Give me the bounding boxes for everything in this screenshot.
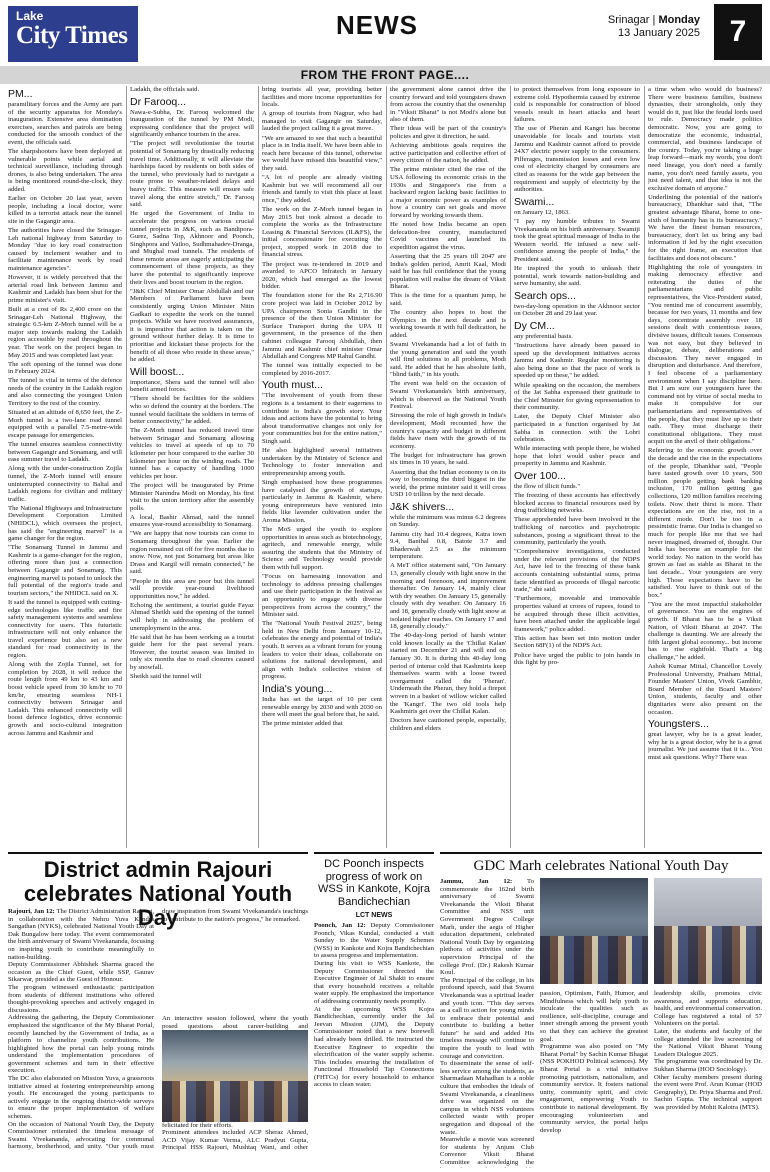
column-divider [510,86,511,848]
story-paragraph: The country also hopes to host the Olympics in the next decade and is working towards it with full dedication, he added. [390,309,506,339]
masthead [0,0,770,66]
bottom-stories [0,852,770,1172]
story-paragraph: On the occasion of National Youth Day, the Deputy Commissioner reiterated the timeless message of Swami Vivekananda, advocating for communal harmony, brotherhood, and unity. "Our youth must draw inspiration from Swami Vivekananda's teachings to contribute to the nation's progress," he remarked. [8,908,308,1151]
story-paragraph: The budget for infrastructure has grown six times in 10 years, he said. [390,451,506,467]
edition-info: Srinagar | Monday 13 January 2025 [607,14,700,39]
story-paragraph: The National Highways and Infrastructure Development Corporation Limited (NHIDCL), which oversees the project, has said the "engineering marvel" is a game changer for the region. [8,504,122,543]
story-paragraph: The programme was coordinated by Dr. Sukhan Sharma (HOD Sociology). [654,1058,762,1073]
story-paragraph: A local, Bashir Ahmad, said the tunnel ensures year-round accessibility to Sonamarg. [130,513,254,529]
photo-people [540,936,648,984]
story-text: To commemorate the 162nd birth anniversary of Swami Vivekananda the Viksit Bharat Committee and NSS unit Government Degree College Marh, under the aegis of Higher education department, celebrated National Youth Day by organizing plethora of activities under the supervision Principal of the college Prof. (Dr.) Rakesh Kumar Koul. [440,878,534,977]
story-slug-heading[interactable]: India's young... [262,682,333,695]
story-paragraph [440,878,534,977]
story-slug-heading[interactable]: Dy CM... [514,319,555,332]
story-paragraph: Other faculty members present during the event were Prof. Arun Kumar (HOD Geography), Dr. Priya Sharma and Prof. Sachin Gupta. The technical support was provided by Mohit Kalotra (MTS). [654,1073,762,1111]
story-paragraph: "The Sonamarg Tunnel in Jammu and Kashmir is a game-changer for the region, offering more than just a connection between Gagangir and Sonamarg. This engineering marvel is poised to unlock the full potential of the region's trade and tourism sectors," the NHIDCL said on X. [8,544,122,597]
section-banner: FROM THE FRONT PAGE.... [0,66,770,84]
story-poonch-body [314,922,434,1162]
story-paragraph: "You are the most impactful stakeholder of governance. You are the engines of growth. If Bharat has to be a Viksit Nation, of Viksit Bharat at 2047. The challenge is daunting. We are already the fifth largest global economy... but income has to rise eightfold. That's a big challenge," he added. [648,600,762,661]
story-paragraph: The prime minister added that [262,720,343,728]
news-photo[interactable] [654,878,762,984]
story-paragraph: Later, the students and faculty of the college attended the live screening of the National Viksit Bharat Young Leaders Dialogue 2025. [654,1027,762,1058]
story-paragraph: felicitated for their efforts. [162,1121,233,1129]
story-paragraph: The use of Pheran and Kangri has become unavoidable for locals and tourists visit Jammu and Kashmir cannot afford to provide 24X7 electric power supply to the consumers. Pilferages, transmission losses and even low cost of electricity charged by consumers are cited as reasons for the wide gap between the requirement and supply of electricity by the authorities. [514,125,640,194]
column-divider [258,86,259,848]
story-paragraph: "The involvement of youth from these regions is a testament to their eagerness to contribute to India's growth story. Your ideas and actions have the potential to bring about transformative changes not only for your communities but for the entire nation," Singh said. [262,392,382,446]
story-paragraph: Later, the Deputy Chief Minister also participated in a function organised by Jat Sabha in connection with the Lohri celebration. [514,413,640,444]
story-paragraph: Earlier on October 20 last year, seven people, including a local doctor, were killed in a terrorist attack near the tunnel site in the Gagangir area. [8,195,122,225]
story-paragraph: While interacting with people there, he wished hope that lohri would usher peace and prosperity in Jammu and Kashmir. [514,445,640,468]
story-paragraph: The "National Youth Festival 2025", being held in New Delhi from January 10-12, celebrates the energy and potential of India's youth. It serves as a vibrant forum for young leaders to voice their ideas, collaborate on solutions for national development, and align with India's collective vision of progress. [262,620,382,681]
story-poonch-dateline: Poonch, Jan 12: [314,922,366,929]
story-paragraph: Jammu city had 10.4 degrees, Katra town 9.4, Banihal 0.8, Batote 3.7 and Bhaderwah 2.5 as the minimum temperature. [390,530,506,561]
story-slug-heading[interactable]: PM... [8,88,33,100]
story-paragraph: "Focus on harnessing innovation and technology to address pressing challenges and use their participation in the festival as an opportunity to engage with diverse perspectives from across the country," the Minister said. [262,573,382,619]
story-gdc-dateline: Jammu, Jan 12: [440,878,513,885]
story-paragraph: Referring to the economic growth over the decade and the rise in the expectations of the people, Dhankhar said, "People have tasted growth over 10 years, 500 million people getting bank banking inclusion, 170 million getting gas collections, 120 million families receiving toilets. Now their thirst is more. Their expectations are on the rise, not in a different mode. Don't be too in a pessimistic frame. Our India is changed so much for people like me that we had never imagined, dreamed of, thought. Our India has become an example for the world today. No nation in the world has grown as fast as stable as Bharat in the last decade... Your youngsters are very high. Those expectations have to be satisfied. You have to think out of the box." [648,447,762,599]
story-paragraph: paramilitary forces and the Army are part of the security apparatus for Monday's inauguration. Extensive area domination exercises, searches and patrols are being conducted for the smooth conduct of the event, the officials said. [8,101,122,146]
story-paragraph: The program witnessed enthusiastic participation from students of different institutions who offered thought-provoking speeches and actively engaged in discussions. [8,983,154,1014]
story-paragraph [8,908,154,961]
story-paragraph: He said that he has been working as a tourist guide here for the past several years. However, the tourist season was limited to only six months due to road closures caused by snowfall. [130,633,254,672]
story-paragraph: Along with the Zojila Tunnel, set for completion by 2028, it will reduce the route length from 49 km to 43 km and boost vehicle speed from 30 km/hr to 70 km/hr, ensuring seamless NH-1 connectivity between Srinagar and Ladakh. This enhanced connectivity will boost defence logistics, drive economic growth and socio-cultural integration across Jammu and Kashmir and [8,661,122,737]
news-photo[interactable] [540,878,648,984]
story-paragraph: Doctors have cautioned people, especially, children and elders [390,717,506,732]
story-paragraph: While speaking on the occasion, the members of the Jat Sabha expressed their gratitude to the Chief Minister for giving representation to their community. [514,381,640,412]
story-paragraph: This is the time for a quantum jump, he said. [390,292,506,308]
section-title: NEWS [336,10,418,40]
story-slug-heading[interactable]: Swami... [514,195,555,208]
story-paragraph [314,922,434,960]
story-poonch-byline: LCT NEWS [355,912,393,919]
story-paragraph: Highlighting the role of youngsters in making democracy effective and reiterating the duties of the parliamentarians and public representatives, the Vice-President stated, "You remind me of concurrent assembly, because for two years, 11 months and few days, concentrate assembly over 18 sessions dealt with contentious issues, divisive issues, difficult issues. Consensus was not easy, but they believed in dialogue, debate, deliberations and discussion. They never engaged in disruption and disturbance. And therefore, I feel obscene of a parliamentary environment when I say discipline here. But I am sure our youngsters have the command not by virtue of social media to make it compulsive for our parliamentarians and representatives of the people, that they must live up to their oath. They must discharge their constitutional obligations. They must acquit on the anvil of their obligations." [648,263,762,446]
story-paragraph: Their ideas will be part of the country's policies and give it direction, he said. [390,125,506,141]
column-divider [644,86,645,848]
story-paragraph: The project was re-tendered in 2019 and awarded to APCO Infratech in January 2020, which had emerged as the lowest bidder. [262,260,382,291]
story-paragraph: The authorities have closed the Srinagar-Leh national highway from Saturday to Monday "due to key road construction caused by inclement weather and to facilitate maintenance work by road maintenance agencies". [8,227,122,272]
story-paragraph: A MeT office statement said, "On January 13, generally cloudy with light snow in the morning and forenoon, and improvement thereafter. On January 14, mainly clear with dry weather. On January 15, generally cloudy with dry weather. On January 16 and 18, generally cloudy with light snow at isolated higher reaches. On January 17 and 18, generally cloudy." [390,562,506,631]
story-paragraph: Ladakh, the officials said. [130,86,200,93]
story-paragraph: Stressing the role of high growth in India's development, Modi recounted how the country's capacity and budget in different fields have risen with the growth of its economy. [390,412,506,450]
story-paragraph: "A lot of people are already visiting Kashmir but we will recommend all our friends and family to visit this place at least once," they added. [262,174,382,204]
column-1 [8,86,122,848]
story-paragraph: To disseminate the sense of self-less service among the students, as Sharmadaan Mahadhan is a noble culture that embodies the ideals of Swami Vivekananda, a cleanliness drive was organized on the campus in which NSS volunteers collected waste with proper segregation and disposal of the waste. [440,1060,534,1136]
story-paragraph: The DC also elaborated on Mission Yuva, a grassroots initiative aimed at fostering entrepreneurship among youth. He encouraged the young participants to actively engage in the ongoing district-wide surveys to ensure the proper implementation of welfare schemes. [8,1075,154,1121]
story-paragraph: The prime minister cited the rise of the USA following its economic crisis in the 1930s and Singapore's rise from a backward region lacking basic facilities to a major economic power as examples of how a country can set goals and move forward by working towards them. [390,166,506,219]
story-poonch-headline[interactable]: DC Poonch inspects progress of work on WSS in Kankote, Kojra Bandichechian [314,852,434,908]
story-paragraph: any preferential basis. [514,332,573,340]
story-gdc-col-a [440,878,534,1168]
story-paragraph: Echoing the sentiment, a tourist guide Fayaz Ahmad Sheikh said the opening of the tunnel will help in addressing the problem of unemployment in the area. [130,601,254,632]
story-paragraph: the flow of illicit funds." [514,483,581,491]
edition-day: Monday [658,14,700,26]
story-paragraph: Singh emphasised how these programmes have catalysed the growth of startups, particularly in Jammu & Kashmir, where young entrepreneurs have ventured into fields like lavender cultivation under the Aroma Mission. [262,479,382,524]
story-paragraph: The tunnel is vital in terms of the defence needs of the country in the Ladakh region and also connecting the youngest Union Territory to the rest of the country. [8,377,122,408]
story-text: Deputy Commissioner Poonch, Vikas Kundal, conducted a visit Sunday to the Water Supply Schemes (WSS) in Kankote and Kojra Bandichechian to assess progress and implementation. [314,922,434,960]
story-slug-heading[interactable]: Youngsters... [648,718,709,731]
story-paragraph: However, it is widely perceived that the arterial road link between Jammu and Kashmir and Ladakh has been shut for the prime minister's visit. [8,274,122,304]
story-gdc-headline[interactable]: GDC Marh celebrates National Youth Day [440,852,762,875]
newspaper-logo[interactable] [8,6,138,62]
story-paragraph: An interactive session followed, where the youth posed questions about career-building and [162,1015,308,1030]
story-paragraph: while the minimum was minus 6.2 degrees on Sunday. [390,513,506,529]
story-paragraph: the government alone cannot drive the country forward and told youngsters drawn from across the country that the ownership in "Viksit Bharat" is not Modi's alone but also of them. [390,86,506,124]
story-paragraph: Along with the under-construction Zojila tunnel, the Z-Morh tunnel will ensure uninterrupted connectivity to Baltal and Ladakh regions for civilian and military traffic. [8,465,122,503]
story-paragraph: Swami Vivekananda had a lot of faith in the young generation and said the youth will find solutions to all problems, Modi said. He added that he has absolute faith, "blind faith," in his youth. [390,341,506,379]
story-paragraph: Built at a cost of Rs 2,400 crore on the Srinagar-Leh National Highway, the strategic 6.5-km Z-Morh tunnel will be a major step towards making the Ladakh region accessible by road throughout the year. The work on the project began in May 2015 and was completed last year. [8,305,122,359]
story-paragraph: He inspired the youth to unleash their potential, work towards nation-building and serve humanity, she said. [514,264,640,288]
story-paragraph: The tunnel was initially expected to be completed by 2016-2017. [262,362,382,377]
story-paragraph: The soft opening of the tunnel was done in February 2024. [8,360,122,376]
story-paragraph: Underlining the potential of the nation's bureaucracy, Dhankhar said that, "The greatest advantage Bharat, home to one-sixth of humanity has is its bureaucracy." We have the finest human resources, bureaucracy, don't let us bring any bad information if led by the right execution for the right frame, an execution that facilitates and does not obscure." [648,193,762,262]
column-5 [514,86,640,848]
story-paragraph: The 40-day-long period of harsh winter cold known locally as the 'Chillai Kalan' started on December 21 and will end on January 30. It is during this 40-day long period of intense cold that Kashmiris keep themselves warm with a loose tweed overgarment called the 'Pheran'. Underneath the Pheran, they hold a firepot woven in a basket of willow wicker called the 'Kangri'. The two old tools help Kashmiris get over the Chillai Kalan. [390,632,506,716]
story-paragraph: These apprehended have been involved in the trafficking of narcotics and psychotropic substances, posing a significant threat to the community, particularly the youth. [514,516,640,547]
story-paragraph: He also highlighted several initiatives undertaken by the Ministry of Science and Technology to foster innovation and entrepreneurship among youth. [262,447,382,477]
story-paragraph: "Instructions have already been passed to speed up the development initiatives across Jammu and Kashmir. Regular monitoring is also being done so that the pace of work is speeded up on these," he added. [514,342,640,380]
story-paragraph: Meanwhile a movie was screened for students by Anjum Club Convenor Viksit Bharat Committee acknowledging the [440,1136,534,1166]
logo-lake-text: Lake [16,9,44,23]
story-paragraph: two-day-long operation in the Akhnoor sector on October 28 and 29 last year. [514,302,640,318]
story-paragraph: bring tourists all year, providing better facilities and more income opportunities for locals. [262,86,382,109]
story-paragraph: Situated at an altitude of 8,650 feet, the Z-Morh tunnel is a two-lane road tunnel equipped with a parallel 7.5-metre-wide escape passage for emergencies. [8,409,122,439]
photo-people [162,1081,308,1122]
story-paragraph: The sharpshooters have been deployed at vulnerable points while aerial and technical surveillance, including through drones, is also being undertaken. The area is being monitored round-the-clock, they added. [8,148,122,194]
story-slug-heading[interactable]: J&K shivers... [390,500,455,513]
story-paragraph: He noted how India became an open defecation-free country, manufactured Covid vaccines and launched its expedition against the virus. [390,221,506,251]
column-divider [126,86,127,848]
story-paragraph: Deputy Commissioner Abhishek Sharma graced the occasion as the Chief Guest, while SSP, Gaurav Sikarwar, presided as the Guest of Honour. [8,961,154,984]
story-slug-heading[interactable]: Over 100... [514,470,566,483]
story-dc-poonch [314,852,434,1170]
story-paragraph: The MoS urged the youth to explore opportunities in areas such as biotechnology, agritech, and renewable energy, while assuring the students that the Ministry of Science and Technology would provide them with full support. [262,526,382,572]
story-gdc-marh [440,852,762,1170]
edition-city: Srinagar [607,14,650,26]
story-slug-heading[interactable]: Will boost... [130,365,185,378]
photo-spacer [162,923,308,1015]
story-paragraph: The foundation stone for the Rs 2,716.90 crore project was laid in October 2012 by UPA chairperson Sonia Gandhi in the presence of the then Union Minister for Surface Transport during the UPA II government, in the presence of the then cabinet colleague Farooq Abdullah, then Jammu and Kashmir chief minister Omar Abdullah and Congress MP Rahul Gandhi. [262,292,382,361]
story-paragraph: to protect themselves from long exposure to extreme cold. Hypothermia caused by extreme cold is responsible for construction of blood vessels result in heart attacks and heart failures. [514,86,640,124]
story-rajouri-dateline: Rajouri, Jan 12: [8,908,55,915]
column-3 [262,86,382,848]
story-paragraph: The Z-Morh tunnel has reduced travel time between Srinagar and Sonamarg allowing vehicles to travel at speeds of up to 70 kilometer per hour compared to the earlier 30 kilometer per hour on the winding roads. The tunnel has a capacity of handling 1000 vehicles per hour. [130,427,254,480]
story-paragraph: The freezing of these accounts has effectively blocked access to financial resources used by drug trafficking networks. [514,492,640,515]
story-paragraph: The work on the Z-Morh tunnel began in May 2015 but took almost a decade to complete the works as the Infrastructure Leasing & Financial Services (IL&FS), the initial concessionaire for executing the project, stopped work in 2018 due to financial stress. [262,205,382,259]
story-paragraph: passion, Optimism, Faith, Humor, and Mindfulness which will help youth to inculcate the qualities such as resilience, self-discipline, courage and inner strength among the present youth so that they can achieve the greatest goal. [540,990,648,1043]
story-paragraph: The Principal of the college, in his profound speech, said that Swami Vivekananda was a spiritual leader and youth icon. "This day serves as a call to action for young minds to embrace their potential and contribute to building a better future" he said and added His timeless message will continue to inspire the youth to lead with courage and conviction. [440,976,534,1060]
story-paragraph: The project will be inaugurated by Prime Minister Narendra Modi on Monday, his first visit to the union territory after the assembly polls. [130,481,254,512]
story-paragraph: Sheikh said the tunnel will [130,673,202,681]
story-paragraph: "J&K Chief Minister Omar Abdullah and our Members of Parliament have been consistently urging Union Minister Nitin Gadkari to expedite the work on the tunnel projects. While we have received assurances, it is imperative that action is taken on the ground without further delay. It is time to prioritise and kickstart these projects for the benefit of all those who reside in these areas," he added. [130,287,254,364]
story-paragraph: "We are happy that now tourists can come to Sonamarg throughout the year. Earlier the region remained cut off for five months due to snow. Now, not just Sonamarg but areas like Drass and Kargil will remain connected," he said. [130,530,254,576]
story-rajouri-headline[interactable]: District admin Rajouri celebrates National Youth Day [8,852,308,930]
column-6 [648,86,762,848]
story-paragraph: importance, Shera said the tunnel will also benefit armed forces. [130,378,254,394]
story-paragraph: Programme was also posted on "My Bharat Portal" by Sachin Kumar Bhagat (NSS POKHOD Political sciences). My Bharat Portal is a vital initiative promoting patriotism, nationalism, and community service. It fosters national unity, community spirit, and civic engagement, empowering Youth to contribute to national development. By encouraging volunteerism and community service, the portal helps develop [540,1043,648,1134]
story-text: The District Administration Rajouri, in collaboration with the Nehru Yuva Kendra Sangathan (NYKS), celebrated National Youth Day at Dak Bungalow here today. The event commemorated the birth anniversary of Swami Vivekananda, focusing on inspiring youth to contribute meaningfully to nation-building. [8,908,154,961]
story-paragraph: a time when who would do business? There were business families, business dynasties, their strongholds, only they would do it, just like the feudal lords used to rule. Democracy made politics democratic. Now, you are going to democratize the economic, industrial, commercial, and business landscape of the country. Today, you're taking a huge leap forward—mark my words, you don't need lineage, you don't need a family name, you don't need family assets, you just need talent, and that idea is not the exclusive domain of anyone." [648,86,762,192]
column-4 [390,86,506,848]
edition-date: 13 January 2025 [618,27,700,39]
story-paragraph: India has set the target of 10 per cent renewable energy by 2030 and with 2030 on there will meet the goal before that, he said. [262,695,382,719]
story-paragraph: great lawyer, why he is a great leader, why he is a great doctor, why he is a great journalist. We just assume that it is... You must ask questions. Why? There was [648,731,762,761]
story-paragraph: "The project will revolutionise the tourist potential of Sonamarg by drastically reducing travel time. Additionally, it will alleviate the hardships faced by residents on both sides of the tunnel, who previously had to navigate a route prone to weather-related delays and heavy traffic. This measure will ensure safe travel along the entire stretch," Dr. Farooq said. [130,140,254,209]
story-paragraph: Asserting that the 25 years till 2047 are India's golden period, Amrit Kaal, Modi said he has full confidence that the young population will realise the dream of Viksit Bharat. [390,252,506,291]
photo-people [654,926,762,984]
logo-city-times-text: City Times [16,22,128,49]
story-slug-heading[interactable]: Youth must... [262,379,323,392]
story-paragraph: A group of tourists from Nagpur, who had managed to visit Gagangir on Saturday, lauded the project calling it a great move. [262,110,382,133]
story-paragraph: Asserting that the Indian economy is on its way to becoming the third biggest in the world, the prime minister said it will cross USD 10 trillion by the next decade. [390,468,506,499]
story-paragraph: Prominent attendees included ACP Sheraz Ahmed, ACD Vijay Kumar Verma, ALC Pradyut Gupta, Principal HSS Rajouri, Mushtaq Wani, and other [162,1129,308,1152]
story-paragraph: Police have urged the public to join hands in this fight by pro- [514,651,640,667]
story-paragraph: "There should be facilities for the soldiers who so defend the country at the borders. The tunnel would facilitate the soldiers in terms of better connectivity," he added. [130,395,254,426]
story-slug-heading[interactable]: Search ops... [514,289,576,302]
story-paragraph: The event was held on the occasion of Swami Vivekananda's birth anniversary, which is observed as the National Youth Festival. [390,380,506,411]
story-paragraph: At the upcoming WSS Kojra Bandichechian, currently under the Jal Jeevan Mission (JJM), the Deputy Commissioner noted that a new borewell had already been drilled. He instructed the Executive Engineer to expedite the electrification of the water supply scheme. This includes ensuring the installation of Functional Household Tap Connections (FHTCs) for every household to enhance access to clean water. [314,1005,434,1089]
story-paragraph: "People in this area are poor but this tunnel will provide year-round livelihood opportunities now," he added. [130,577,254,600]
story-paragraph: It said the tunnel is equipped with cutting-edge technologies like traffic and fire safety management systems and seamless connectivity for users. This futuristic infrastructure will not only enhance the travel experience but also set a new standard for road connectivity in the region. [8,598,122,660]
story-slug-heading[interactable]: Dr Farooq... [130,95,187,108]
story-paragraph: This action has been set into motion under Section 68F(1) of the NDPS Act. [514,634,640,650]
story-paragraph: Achieving ambitious goals requires the active participation and collective effort of every citizen of the nation, he added. [390,142,506,165]
column-2 [130,86,254,848]
story-paragraph: He urged the Government of India to accelerate the progress on various crucial tunnel projects in J&K, such as Bandipora-Gurez, Sadna Top, Akhnoor and Poonch, Singhpora and Vailoo, Sudhmahadev-Dranga, and Mughal road tunnels. The residents of these remote areas are eagerly anticipating the commencement of these projects, as they have the potential to significantly improve their lives and boost tourism in the region. [130,210,254,286]
news-photo[interactable] [162,1030,308,1122]
story-paragraph: on January 12, 1863. [514,208,570,216]
story-paragraph: Ashok Kumar Mittal, Chancellor Lovely Professional University, Pratham Mittal, Founder Masters' Union, Vivek Gambhir, Board Member of the Board Masters' Union, students, faculty and other dignitaries were also present on the occasion. [648,663,762,716]
story-paragraph: Addressing the gathering, the Deputy Commissioner emphasized the significance of the My Bharat Portal, recently launched by the Government of India, as a platform to channelize youth contributions. He highlighted how the portal can help young minds understand the implementation procedures of government schemes and turn in their effective execution. [8,1014,154,1075]
story-gdc-col-b [540,990,648,1168]
story-paragraph: "Comprehensive investigations, conducted under the relevant provisions of the NDPS Act, have led to the freezing of these bank accounts containing substantial sums, prima facie identified as proceeds of illegal narcotic trade," she said. [514,548,640,594]
story-paragraph: "Furthermore, moveable and immovable properties valued at crores of rupees, found to be acquired through these illicit activities, have been attached under the applicable legal framework," police added. [514,595,640,633]
story-paragraph: Nawa-e-Subha, Dr. Farooq welcomed the inauguration of the tunnel by PM Modi, expressing confidence that the project will significantly enhance tourism in the area. [130,108,254,139]
page-number: 7 [714,4,762,60]
story-paragraph: "I pay my humble tributes to Swami Vivekananda on his birth anniversary. Swamiji took the great spiritual message of India to the Western world. He infused a new self-confidence among the people of India," the President said. [514,217,640,263]
story-paragraph: "We are amazed to see that such a beautiful place is in India itself. We have been able to reach here because of this tunnel, otherwise we would have missed this beautiful view," they said. [262,134,382,172]
story-paragraph: The tunnel ensures seamless connectivity between Gagangir and Sonamarg, and will ease summer travel to Ladakh. [8,441,122,464]
column-divider [386,86,387,848]
story-gdc-col-c [654,990,762,1168]
story-paragraph: leadership skills, promotes civic awareness, and supports education, health, and environmental conservation. College has registered a total of 57 Volunteers on the portal. [654,990,762,1028]
story-paragraph: During his visit to WSS Kankote, the Deputy Commissioner directed the Executive Engineer of Jal Shakti to ensure that every household receives a reliable water supply. He emphasized the importance of addressing community needs promptly. [314,959,434,1005]
story-rajouri-youth-day [8,852,308,1170]
